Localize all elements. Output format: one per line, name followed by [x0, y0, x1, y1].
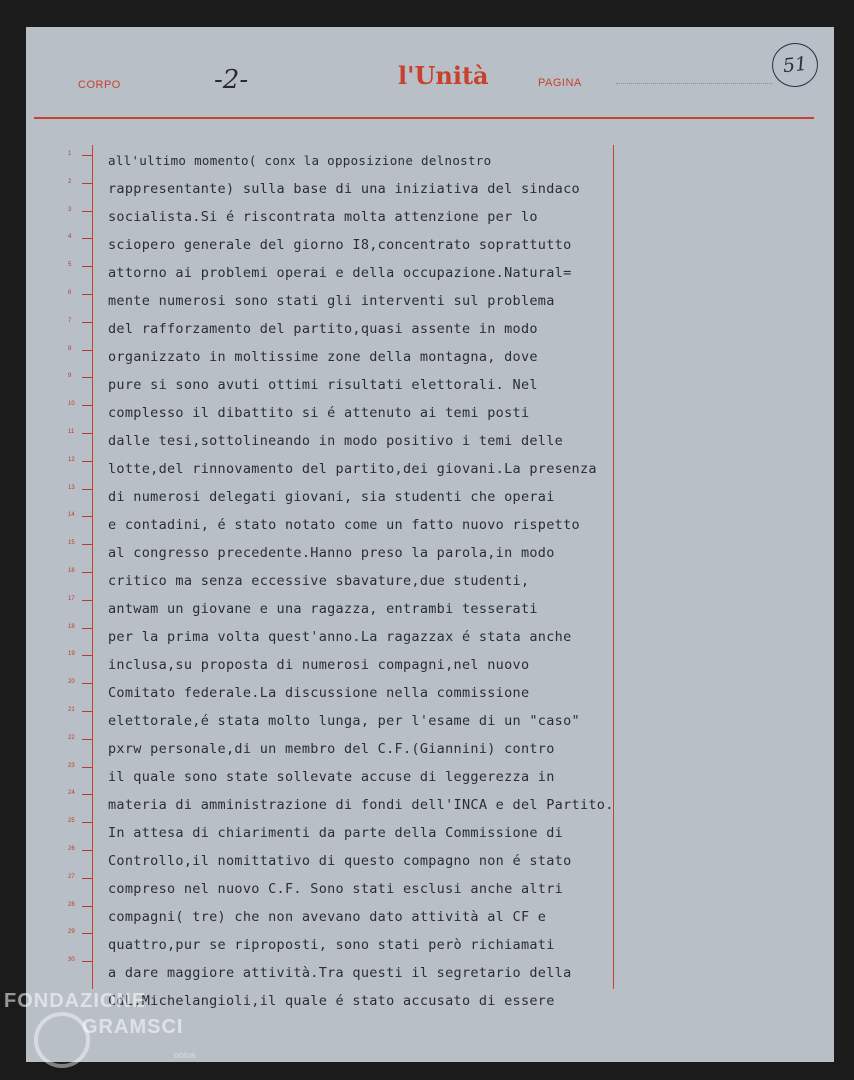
watermark-onlus: onlus: [174, 1050, 196, 1060]
typed-line: attorno ai problemi operai e della occupazione.Natural=: [108, 265, 572, 281]
line-number-label: 26: [68, 846, 75, 852]
line-number-label: 5: [68, 262, 72, 269]
typed-line: In attesa di chiarimenti da parte della Commissione di: [108, 825, 564, 841]
line-number-label: 28: [68, 901, 75, 908]
line-number-tick: [82, 961, 92, 962]
line-number-tick: [82, 294, 92, 295]
line-number-tick: [82, 155, 92, 156]
typed-line: Comitato federale.La discussione nella commissione: [108, 685, 530, 701]
corpo-label: CORPO: [78, 79, 121, 91]
line-number-label: 16: [68, 568, 75, 574]
line-number-label: 12: [68, 456, 75, 463]
typed-line: socialista.Si é riscontrata molta attenzione per lo: [108, 209, 538, 225]
line-number-tick: [82, 767, 92, 768]
line-number-tick: [82, 516, 92, 517]
typed-line: dalle tesi,sottolineando in modo positivo i temi delle: [108, 433, 564, 449]
line-number-tick: [82, 433, 92, 434]
line-number-label: 2: [68, 178, 72, 185]
typed-line: critico ma senza eccessive sbavature,due studenti,: [108, 573, 530, 589]
line-number-tick: [82, 600, 92, 601]
line-number-tick: [82, 544, 92, 545]
line-number-tick: [82, 461, 92, 462]
line-number-tick: [82, 878, 92, 879]
header-rule: [34, 117, 814, 119]
typed-line: compreso nel nuovo C.F. Sono stati esclusi anche altri: [108, 881, 564, 897]
typed-line: sciopero generale del giorno I8,concentrato soprattutto: [108, 237, 572, 253]
line-number-label: 23: [68, 762, 75, 769]
watermark: [4, 988, 183, 1040]
line-number-label: 27: [68, 873, 75, 880]
line-number-tick: [82, 655, 92, 656]
line-number-label: 15: [68, 540, 75, 547]
left-margin-rule: [92, 145, 93, 989]
typed-line: al congresso precedente.Hanno preso la parola,in modo: [108, 545, 555, 561]
watermark-line1: FONDAZIONE: [4, 990, 147, 1012]
line-number-tick: [82, 739, 92, 740]
line-number-label: 1: [68, 151, 72, 157]
line-number-label: 14: [68, 512, 75, 519]
line-number-tick: [82, 850, 92, 851]
typed-line: di numerosi delegati giovani, sia studenti che operai: [108, 489, 555, 505]
line-number-tick: [82, 906, 92, 907]
line-number-label: 30: [68, 957, 75, 964]
line-number-label: 20: [68, 679, 75, 686]
line-number-label: 22: [68, 734, 75, 741]
line-number-tick: [82, 211, 92, 212]
line-number-label: 29: [68, 929, 75, 936]
typed-line: pure si sono avuti ottimi risultati elettorali. Nel: [108, 377, 538, 393]
typed-line: pxrw personale,di un membro del C.F.(Giannini) contro: [108, 741, 555, 757]
line-number-tick: [82, 405, 92, 406]
line-number-label: 7: [68, 317, 72, 324]
line-number-label: 3: [68, 206, 72, 213]
line-number-label: 21: [68, 707, 75, 713]
typed-line: quattro,pur se riproposti, sono stati però richiamati: [108, 937, 555, 953]
line-number-tick: [82, 794, 92, 795]
typed-line: organizzato in moltissime zone della montagna, dove: [108, 349, 538, 365]
typescript-page: [26, 27, 834, 1062]
right-margin-rule: [613, 145, 614, 989]
line-number-label: 19: [68, 651, 75, 658]
typed-line: elettorale,é stata molto lunga, per l'esame di un "caso": [108, 713, 580, 729]
newspaper-title: l'Unità: [398, 61, 489, 90]
typed-line: per la prima volta quest'anno.La ragazzax é stata anche: [108, 629, 572, 645]
line-number-tick: [82, 683, 92, 684]
typed-line: inclusa,su proposta di numerosi compagni,nel nuovo: [108, 657, 530, 673]
line-number-tick: [82, 377, 92, 378]
line-number-tick: [82, 238, 92, 239]
pagina-dotted-line: [616, 83, 772, 84]
line-number-label: 10: [68, 401, 75, 408]
page-number-stamp: 51: [770, 41, 820, 90]
pagina-label: PAGINA: [538, 77, 582, 89]
line-number-tick: [82, 711, 92, 712]
typed-line: il quale sono state sollevate accuse di leggerezza in: [108, 769, 555, 785]
typed-line: rappresentante) sulla base di una iniziativa del sindaco: [108, 181, 580, 197]
typed-line: all'ultimo momento( conx la opposizione delnostro: [108, 153, 492, 168]
typed-line: lotte,del rinnovamento del partito,dei giovani.La presenza: [108, 461, 597, 477]
line-number-tick: [82, 183, 92, 184]
line-number-label: 9: [68, 373, 72, 380]
watermark-line2: GRAMSCI: [82, 1016, 184, 1038]
line-number-tick: [82, 489, 92, 490]
line-number-tick: [82, 572, 92, 573]
line-number-tick: [82, 822, 92, 823]
typed-line: materia di amministrazione di fondi dell'INCA e del Partito.: [108, 797, 614, 813]
line-number-label: 4: [68, 234, 72, 241]
line-number-tick: [82, 628, 92, 629]
line-number-label: 6: [68, 290, 72, 296]
line-number-label: 25: [68, 818, 75, 825]
line-number-tick: [82, 322, 92, 323]
typed-line: complesso il dibattito si é attenuto ai temi posti: [108, 405, 530, 421]
line-number-tick: [82, 933, 92, 934]
line-number-label: 18: [68, 623, 75, 630]
line-number-label: 11: [68, 429, 75, 435]
typed-line: antwam un giovane e una ragazza, entrambi tesserati: [108, 601, 538, 617]
typed-line: del rafforzamento del partito,quasi assente in modo: [108, 321, 538, 337]
typed-line: Controllo,il nomittativo di questo compagno non é stato: [108, 853, 572, 869]
typed-line: CdL,Michelangioli,il quale é stato accusato di essere: [108, 993, 555, 1009]
typed-line: e contadini, é stato notato come un fatto nuovo rispetto: [108, 517, 580, 533]
typed-line: a dare maggiore attività.Tra questi il segretario della: [108, 965, 572, 981]
line-number-label: 24: [68, 790, 75, 797]
line-number-tick: [82, 350, 92, 351]
corpo-number: -2-: [214, 65, 249, 95]
typed-line: compagni( tre) che non avevano dato attività al CF e: [108, 909, 547, 925]
typed-line: mente numerosi sono stati gli interventi sul problema: [108, 293, 555, 309]
line-number-label: 8: [68, 345, 72, 352]
line-number-tick: [82, 266, 92, 267]
line-number-label: 13: [68, 484, 75, 491]
line-number-label: 17: [68, 595, 75, 602]
